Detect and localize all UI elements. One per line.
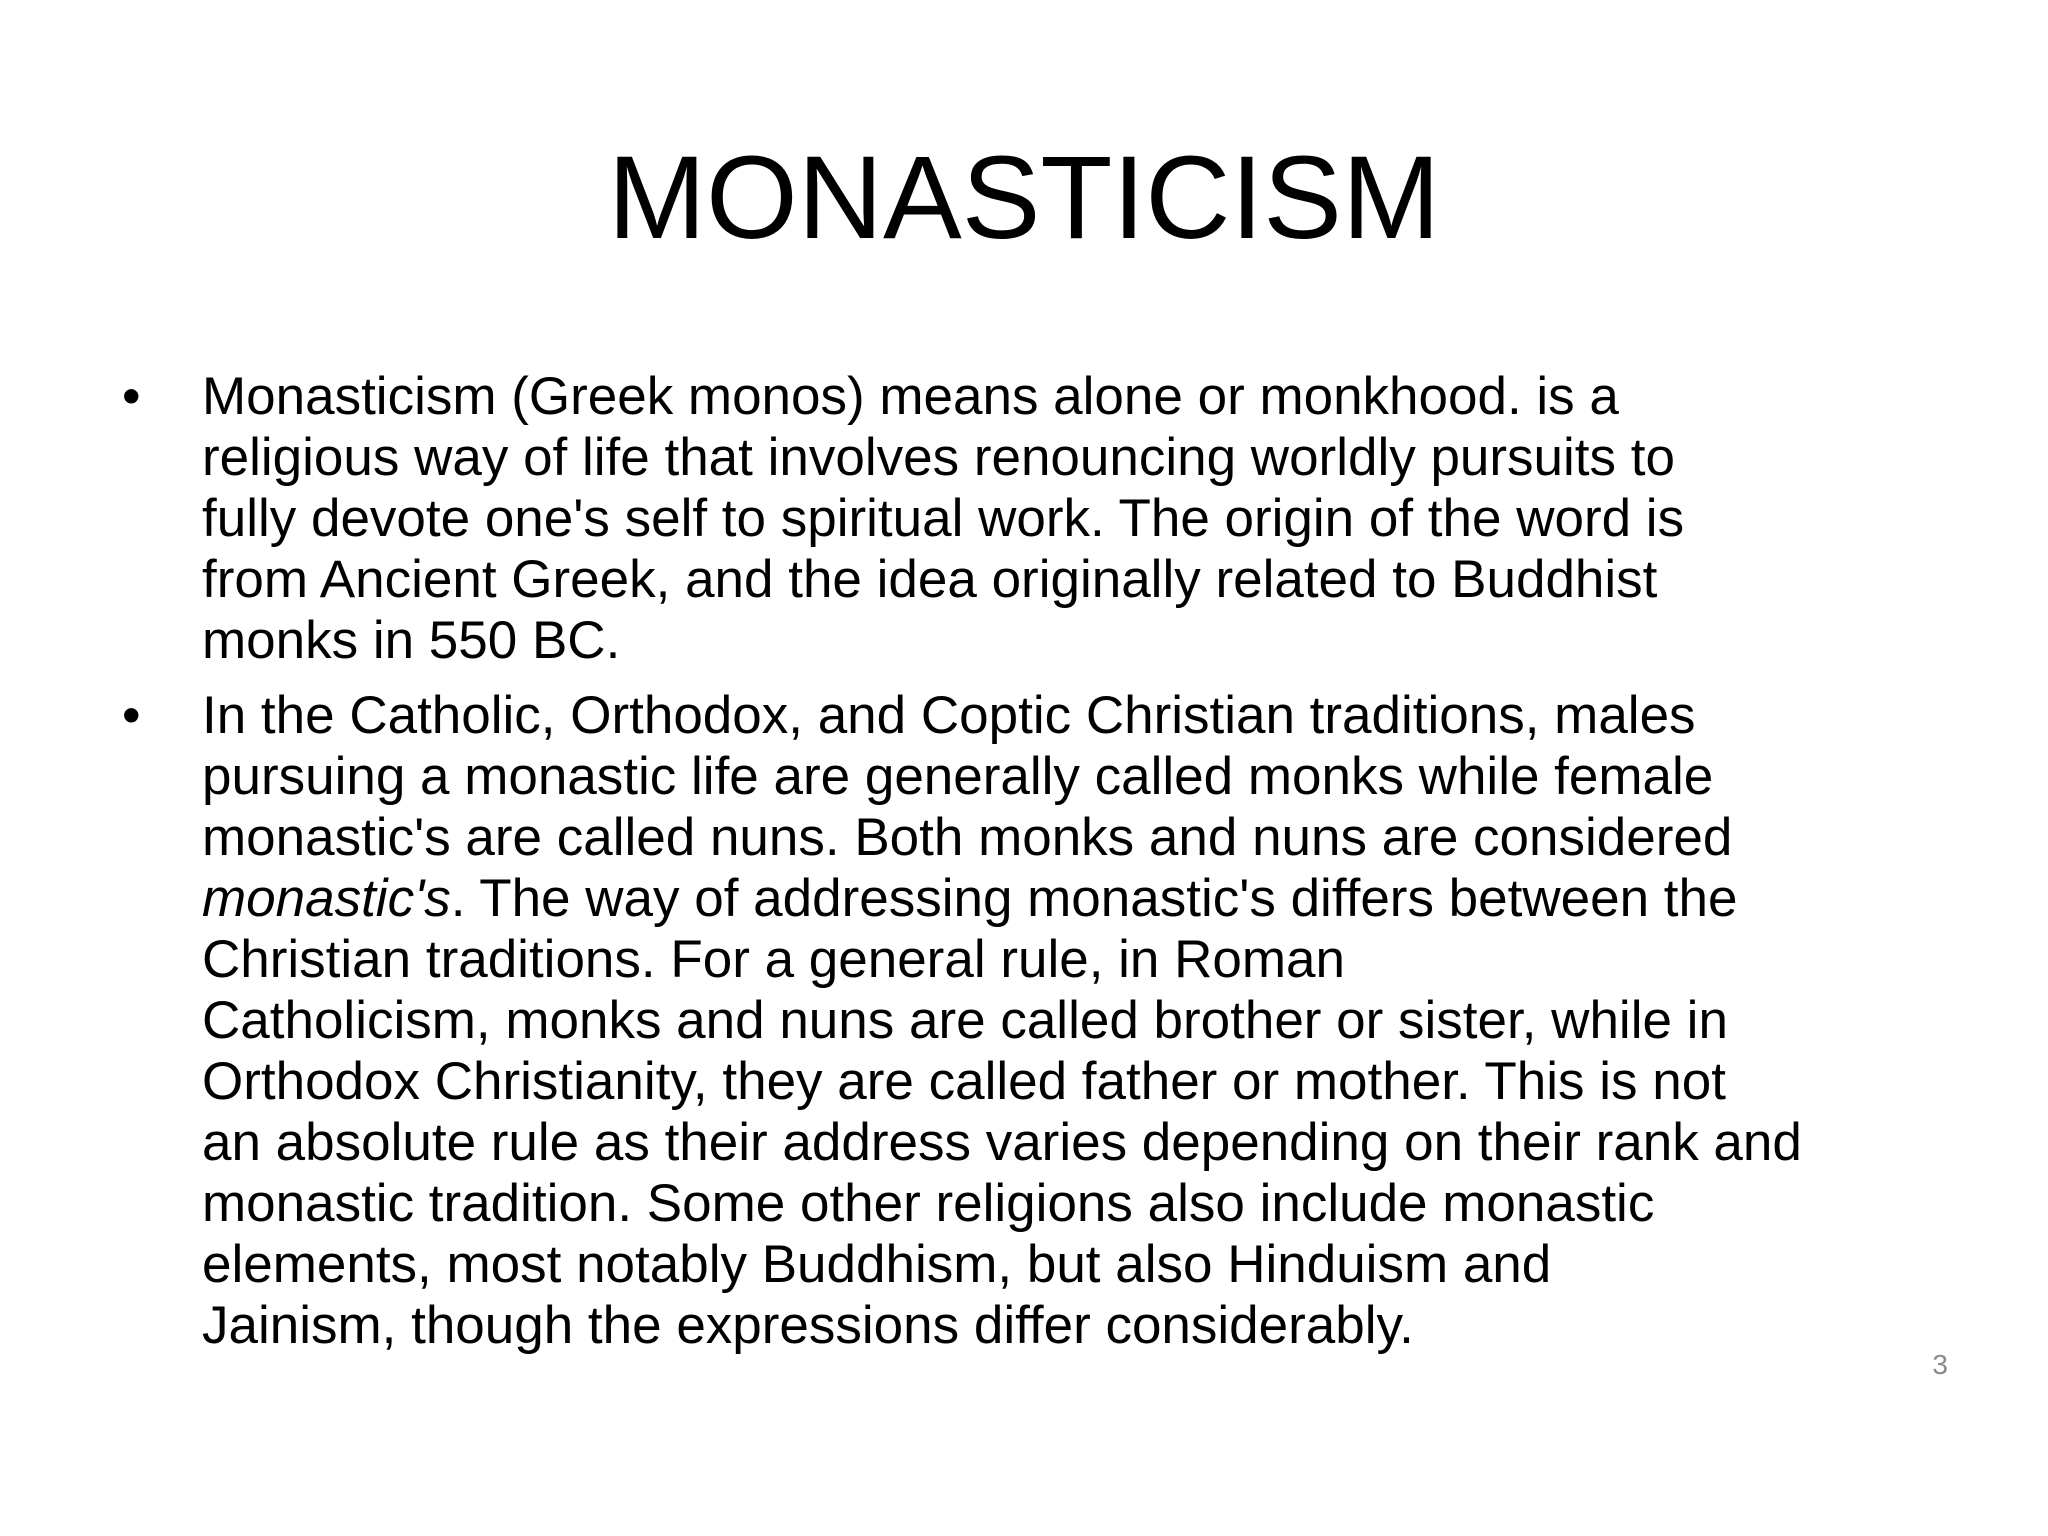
bullet-text-definition: Monasticism (Greek monos) means alone or monkhood. is a religious way of life that involves renouncing worldly pursuits to fully devote one's self to spiritual work. The origin of the word is from Ancient Greek, and the idea originally related to Buddhist monks in 550 BC. — [202, 367, 1685, 670]
bullet-marker-icon: • — [122, 367, 141, 426]
slide-title: MONASTICISM — [607, 132, 1441, 264]
bullet-text-part-2: . The way of addressing monastic's differs between the Christian traditions. For a general rule, in Roman Catholicism, monks and nuns are called brother or sister, while in Orthodox Christianity, they are called father or mother. This is not an absolute rule as their address varies depending on their rank and monastic tradition. Some other religions also include monastic elements, most notably Buddhism, but also Hinduism and Jainism, though the expressions differ considerably. — [202, 869, 1802, 1355]
bullet-text-part-1: In the Catholic, Orthodox, and Coptic Christian traditions, males pursuing a monastic life are generally called monks while female monastic's are called nuns. Both monks and nuns are considered — [202, 686, 1733, 867]
bullet-text-christian-traditions — [202, 685, 1960, 1356]
bullet-text-italic-term: monastic's — [202, 869, 451, 928]
bullet-item-christian-traditions — [120, 685, 1960, 1356]
bullet-item-definition — [120, 366, 1960, 671]
page-number: 3 — [1932, 1349, 1948, 1380]
bullet-marker-icon: • — [122, 686, 141, 745]
bullet-list — [120, 366, 1960, 1370]
